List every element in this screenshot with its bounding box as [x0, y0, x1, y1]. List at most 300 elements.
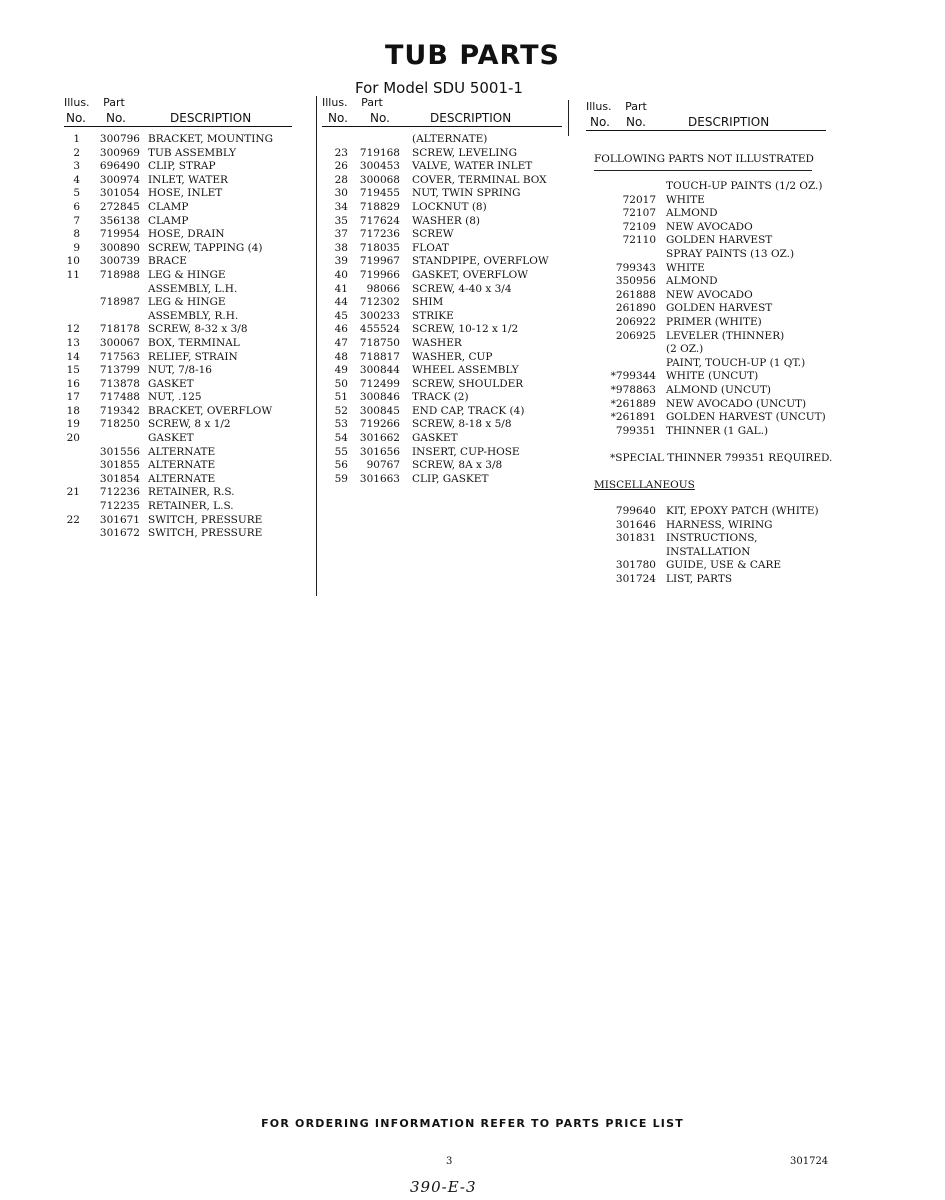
table-row — [594, 234, 834, 248]
part-number: 272845 — [99, 200, 140, 213]
table-row — [64, 283, 292, 297]
illus-number: 45 — [334, 309, 348, 322]
table-row — [322, 242, 562, 256]
part-description: WASHER (8) — [412, 214, 480, 227]
header-part: Part — [103, 96, 125, 109]
illus-number: 37 — [334, 228, 348, 241]
table-row — [594, 505, 834, 519]
part-description: GASKET, OVERFLOW — [412, 268, 529, 281]
part-description: SPRAY PAINTS (13 OZ.) — [666, 247, 795, 260]
table-row — [322, 283, 562, 297]
table-row — [322, 133, 562, 147]
part-number: 301646 — [615, 518, 656, 531]
part-description: ALTERNATE — [148, 472, 216, 485]
miscellaneous-list — [594, 505, 834, 587]
part-description: CLIP, GASKET — [412, 472, 489, 485]
header-illus: Illus. — [586, 100, 612, 113]
part-number: 301780 — [615, 559, 656, 572]
part-description: FLOAT — [412, 241, 449, 254]
header-part-no: No. — [370, 111, 390, 125]
part-description: SCREW, LEVELING — [412, 146, 518, 159]
part-description: GOLDEN HARVEST — [666, 234, 773, 247]
part-description: BOX, TERMINAL — [148, 336, 240, 349]
part-description: PAINT, TOUCH-UP (1 QT.) — [666, 356, 806, 369]
part-number: 455524 — [359, 323, 400, 336]
part-description: GASKET — [148, 432, 194, 445]
illus-number: 4 — [73, 173, 80, 186]
table-row — [594, 357, 834, 371]
header-illus: Illus. — [64, 96, 90, 109]
table-row — [322, 187, 562, 201]
page-number: 3 — [446, 1156, 453, 1167]
illus-number: 55 — [334, 445, 348, 458]
part-number: 713799 — [99, 364, 140, 377]
table-row — [322, 351, 562, 365]
header-part-no: No. — [626, 115, 646, 129]
part-description: (ALTERNATE) — [412, 133, 488, 145]
illus-number: 15 — [66, 364, 80, 377]
part-number: 300845 — [359, 404, 400, 417]
part-description: WASHER — [412, 336, 462, 349]
part-description: SCREW, 4-40 x 3/4 — [412, 282, 512, 295]
part-number: 717488 — [99, 391, 140, 404]
part-number: 350956 — [615, 275, 656, 288]
illus-number: 11 — [66, 268, 80, 281]
header-description: DESCRIPTION — [430, 111, 512, 125]
table-row — [322, 201, 562, 215]
table-row — [322, 459, 562, 473]
illus-number: 21 — [66, 486, 80, 499]
part-number: 301556 — [99, 445, 140, 458]
part-description: HOSE, INLET — [148, 187, 223, 200]
table-row — [594, 302, 834, 316]
part-description: STANDPIPE, OVERFLOW — [412, 255, 549, 268]
illus-number: 54 — [334, 432, 348, 445]
table-row — [64, 378, 292, 392]
illus-number: 46 — [334, 323, 348, 336]
table-row — [594, 573, 834, 587]
part-description: ASSEMBLY, R.H. — [148, 309, 239, 322]
part-description: ALTERNATE — [148, 445, 216, 458]
part-number: 799351 — [615, 424, 656, 437]
part-description: KIT, EPOXY PATCH (WHITE) — [666, 505, 819, 517]
table-row — [594, 194, 834, 208]
part-description: GASKET — [412, 432, 458, 445]
part-number: 356138 — [99, 214, 140, 227]
part-description: HOSE, DRAIN — [148, 228, 225, 241]
table-row — [64, 418, 292, 432]
table-row — [64, 296, 292, 310]
part-description: RETAINER, L.S. — [148, 500, 234, 513]
part-description: INSERT, CUP-HOSE — [412, 445, 520, 458]
part-number: 717624 — [359, 214, 400, 227]
table-row — [64, 215, 292, 229]
part-description: SCREW, 8A x 3/8 — [412, 459, 503, 472]
part-description: PRIMER (WHITE) — [666, 315, 762, 328]
part-number: 300233 — [359, 309, 400, 322]
part-number: 301831 — [615, 532, 656, 545]
part-number: 301854 — [99, 472, 140, 485]
part-number: 301656 — [359, 445, 400, 458]
table-row — [322, 405, 562, 419]
part-number: 719954 — [99, 228, 140, 241]
table-row — [322, 337, 562, 351]
part-number: 300969 — [99, 146, 140, 159]
part-number: 72017 — [622, 193, 656, 206]
part-description: LEG & HINGE — [148, 296, 226, 309]
part-number: 301662 — [359, 432, 400, 445]
part-number: 712499 — [359, 377, 400, 390]
part-description: SCREW, TAPPING (4) — [148, 241, 263, 254]
table-row — [64, 459, 292, 473]
illus-number: 49 — [334, 364, 348, 377]
table-row — [64, 405, 292, 419]
part-description: NUT, 7/8-16 — [148, 364, 212, 377]
part-number: 72107 — [622, 207, 656, 220]
part-description: (2 OZ.) — [666, 343, 704, 356]
parts-column-2 — [322, 96, 562, 486]
table-row — [594, 316, 834, 330]
table-row — [594, 519, 834, 533]
part-description: RETAINER, R.S. — [148, 486, 235, 499]
part-number: 72110 — [622, 234, 656, 247]
part-number: 719168 — [359, 146, 400, 159]
part-number: *978863 — [610, 383, 656, 396]
illus-number: 19 — [66, 418, 80, 431]
illus-number: 14 — [66, 350, 80, 363]
table-row — [64, 310, 292, 324]
illus-number: 53 — [334, 418, 348, 431]
handwritten-mark: 390-E-3 — [410, 1178, 477, 1196]
column-divider-2 — [568, 100, 569, 136]
table-row — [64, 255, 292, 269]
document-number: 301724 — [790, 1156, 829, 1167]
part-number: 300739 — [99, 255, 140, 268]
illus-number: 6 — [73, 200, 80, 213]
illus-number: 47 — [334, 336, 348, 349]
illus-number: 13 — [66, 336, 80, 349]
part-description: NUT, .125 — [148, 391, 202, 404]
part-description: ALMOND (UNCUT) — [666, 383, 771, 396]
part-number: 712235 — [99, 500, 140, 513]
header-no: No. — [66, 111, 86, 125]
table-row — [64, 337, 292, 351]
table-row — [594, 221, 834, 235]
table-row — [64, 228, 292, 242]
illus-number: 34 — [334, 200, 348, 213]
table-row — [64, 160, 292, 174]
illus-number: 16 — [66, 377, 80, 390]
part-number: 718035 — [359, 241, 400, 254]
table-row — [594, 532, 834, 546]
illus-number: 5 — [73, 187, 80, 200]
table-row — [64, 432, 292, 446]
part-number: 718988 — [99, 268, 140, 281]
part-number: 719966 — [359, 268, 400, 281]
column-header-bottom — [586, 114, 826, 131]
illus-number: 40 — [334, 268, 348, 281]
part-number: 713878 — [99, 377, 140, 390]
table-row — [322, 310, 562, 324]
part-description: NUT, TWIN SPRING — [412, 187, 521, 200]
part-description: WHITE (UNCUT) — [666, 370, 759, 383]
part-number: *799344 — [610, 370, 656, 383]
section-title-not-illustrated: FOLLOWING PARTS NOT ILLUSTRATED — [594, 153, 814, 165]
part-description: WHITE — [666, 261, 705, 274]
part-description: INSTALLATION — [666, 545, 751, 558]
table-row — [64, 364, 292, 378]
part-number: 98066 — [366, 282, 400, 295]
part-description: WHITE — [666, 193, 705, 206]
part-number: 206925 — [615, 329, 656, 342]
table-row — [594, 384, 834, 398]
part-description: SWITCH, PRESSURE — [148, 527, 263, 540]
part-number: 719455 — [359, 187, 400, 200]
illus-number: 39 — [334, 255, 348, 268]
table-row — [322, 296, 562, 310]
table-row — [64, 486, 292, 500]
table-row — [322, 378, 562, 392]
part-description: GASKET — [148, 377, 194, 390]
table-row — [64, 514, 292, 528]
part-description: NEW AVOCADO — [666, 220, 753, 233]
header-part: Part — [361, 96, 383, 109]
table-row — [594, 180, 834, 194]
table-row — [322, 391, 562, 405]
table-row — [64, 391, 292, 405]
parts-column-3 — [586, 100, 826, 131]
model-subtitle: For Model SDU 5001-1 — [355, 79, 523, 97]
table-row — [64, 500, 292, 514]
part-description: INLET, WATER — [148, 173, 228, 186]
section-rule — [594, 170, 812, 171]
illus-number: 3 — [73, 160, 80, 173]
table-row — [64, 323, 292, 337]
illus-number: 44 — [334, 296, 348, 309]
part-description: BRACKET, MOUNTING — [148, 133, 274, 145]
part-description: HARNESS, WIRING — [666, 518, 773, 531]
table-row — [322, 174, 562, 188]
table-row — [594, 370, 834, 384]
table-row — [322, 432, 562, 446]
part-description: TRACK (2) — [412, 391, 469, 404]
illus-number: 7 — [73, 214, 80, 227]
part-description: LIST, PARTS — [666, 572, 733, 585]
table-row — [594, 207, 834, 221]
part-number: 799640 — [615, 505, 656, 517]
illus-number: 35 — [334, 214, 348, 227]
part-number: 261890 — [615, 302, 656, 315]
column-divider-1 — [316, 96, 317, 596]
table-row — [322, 364, 562, 378]
part-number: 301855 — [99, 459, 140, 472]
illus-number: 8 — [73, 228, 80, 241]
table-row — [594, 330, 834, 344]
parts-list — [64, 133, 292, 541]
table-row — [64, 527, 292, 541]
table-row — [64, 133, 292, 147]
column-header-bottom — [322, 110, 562, 127]
table-row — [594, 262, 834, 276]
table-row — [322, 147, 562, 161]
table-row — [594, 425, 834, 439]
table-row — [594, 546, 834, 560]
part-description: LEVELER (THINNER) — [666, 329, 785, 342]
part-description: SCREW, 8-18 x 5/8 — [412, 418, 512, 431]
table-row — [64, 187, 292, 201]
table-row — [64, 351, 292, 365]
table-row — [322, 269, 562, 283]
parts-list — [322, 133, 562, 486]
illus-number: 26 — [334, 160, 348, 173]
table-row — [594, 248, 834, 262]
part-description: WHEEL ASSEMBLY — [412, 364, 519, 377]
part-description: SCREW, 10-12 x 1/2 — [412, 323, 519, 336]
part-description: ALTERNATE — [148, 459, 216, 472]
table-row — [322, 446, 562, 460]
part-description: BRACKET, OVERFLOW — [148, 404, 273, 417]
part-number: 718178 — [99, 323, 140, 336]
table-row — [64, 147, 292, 161]
part-description: SCREW, 8-32 x 3/8 — [148, 323, 248, 336]
part-description: CLIP, STRAP — [148, 160, 216, 173]
part-number: 300453 — [359, 160, 400, 173]
special-thinner-note: *SPECIAL THINNER 799351 REQUIRED. — [610, 452, 833, 464]
part-description: TUB ASSEMBLY — [148, 146, 237, 159]
table-row — [322, 160, 562, 174]
table-row — [322, 228, 562, 242]
table-row — [322, 323, 562, 337]
illus-number: 10 — [66, 255, 80, 268]
part-number: 72109 — [622, 220, 656, 233]
part-description: COVER, TERMINAL BOX — [412, 173, 547, 186]
part-description: INSTRUCTIONS, — [666, 532, 758, 545]
table-row — [64, 201, 292, 215]
part-description: SCREW — [412, 228, 454, 241]
part-description: CLAMP — [148, 200, 189, 213]
part-number: 301671 — [99, 513, 140, 526]
table-row — [322, 418, 562, 432]
part-number: 717563 — [99, 350, 140, 363]
illus-number: 41 — [334, 282, 348, 295]
part-description: THINNER (1 GAL.) — [666, 424, 769, 437]
part-description: WASHER, CUP — [412, 350, 493, 363]
illus-number: 38 — [334, 241, 348, 254]
illus-number: 51 — [334, 391, 348, 404]
illus-number: 23 — [334, 146, 348, 159]
illus-number: 28 — [334, 173, 348, 186]
table-row — [594, 275, 834, 289]
column-header-top — [586, 100, 826, 114]
part-description: GUIDE, USE & CARE — [666, 559, 782, 572]
table-row — [64, 269, 292, 283]
table-row — [322, 473, 562, 487]
part-number: 301724 — [615, 572, 656, 585]
column-header-bottom — [64, 110, 292, 127]
part-number: 300796 — [99, 133, 140, 145]
part-description: NEW AVOCADO — [666, 288, 753, 301]
part-description: ALMOND — [666, 207, 718, 220]
header-part: Part — [625, 100, 647, 113]
illus-number: 56 — [334, 459, 348, 472]
part-description: SWITCH, PRESSURE — [148, 513, 263, 526]
part-number: *261891 — [610, 411, 656, 424]
table-row — [594, 289, 834, 303]
part-description: SCREW, 8 x 1/2 — [148, 418, 231, 431]
part-number: 301663 — [359, 472, 400, 485]
part-number: 301672 — [99, 527, 140, 540]
part-description: END CAP, TRACK (4) — [412, 404, 525, 417]
part-number: 719266 — [359, 418, 400, 431]
part-description: CLAMP — [148, 214, 189, 227]
part-description: SCREW, SHOULDER — [412, 377, 524, 390]
header-no: No. — [328, 111, 348, 125]
table-row — [594, 398, 834, 412]
part-number: 300974 — [99, 173, 140, 186]
part-description: GOLDEN HARVEST (UNCUT) — [666, 411, 826, 424]
parts-column-1 — [64, 96, 292, 541]
part-number: 300890 — [99, 241, 140, 254]
part-number: 206922 — [615, 315, 656, 328]
table-row — [64, 473, 292, 487]
part-number: 696490 — [99, 160, 140, 173]
part-description: LOCKNUT (8) — [412, 200, 487, 213]
part-number: 718250 — [99, 418, 140, 431]
part-description: SHIM — [412, 296, 444, 309]
not-illustrated-list — [594, 180, 834, 438]
part-number: 300846 — [359, 391, 400, 404]
part-number: 261888 — [615, 288, 656, 301]
illus-number: 48 — [334, 350, 348, 363]
table-row — [594, 411, 834, 425]
part-number: 718750 — [359, 336, 400, 349]
ordering-footer: FOR ORDERING INFORMATION REFER TO PARTS PRICE LIST — [261, 1117, 684, 1130]
part-number: 300067 — [99, 336, 140, 349]
part-description: VALVE, WATER INLET — [412, 160, 533, 173]
part-number: 718829 — [359, 200, 400, 213]
table-row — [64, 242, 292, 256]
illus-number: 17 — [66, 391, 80, 404]
illus-number: 22 — [66, 513, 80, 526]
illus-number: 1 — [73, 133, 80, 145]
part-description: LEG & HINGE — [148, 268, 226, 281]
illus-number: 18 — [66, 404, 80, 417]
table-row — [322, 255, 562, 269]
part-number: 90767 — [366, 459, 400, 472]
header-no: No. — [590, 115, 610, 129]
table-row — [64, 446, 292, 460]
part-number: 718987 — [99, 296, 140, 309]
illus-number: 59 — [334, 472, 348, 485]
part-number: 799343 — [615, 261, 656, 274]
table-row — [64, 174, 292, 188]
header-description: DESCRIPTION — [688, 115, 770, 129]
part-number: 719967 — [359, 255, 400, 268]
illus-number: 52 — [334, 404, 348, 417]
part-number: 718817 — [359, 350, 400, 363]
part-description: ALMOND — [666, 275, 718, 288]
header-part-no: No. — [106, 111, 126, 125]
illus-number: 20 — [66, 432, 80, 445]
illus-number: 12 — [66, 323, 80, 336]
part-number: 712236 — [99, 486, 140, 499]
section-title-miscellaneous: MISCELLANEOUS — [594, 479, 695, 491]
illus-number: 50 — [334, 377, 348, 390]
page-title: TUB PARTS — [385, 40, 560, 71]
part-number: 717236 — [359, 228, 400, 241]
table-row — [594, 559, 834, 573]
header-description: DESCRIPTION — [170, 111, 252, 125]
